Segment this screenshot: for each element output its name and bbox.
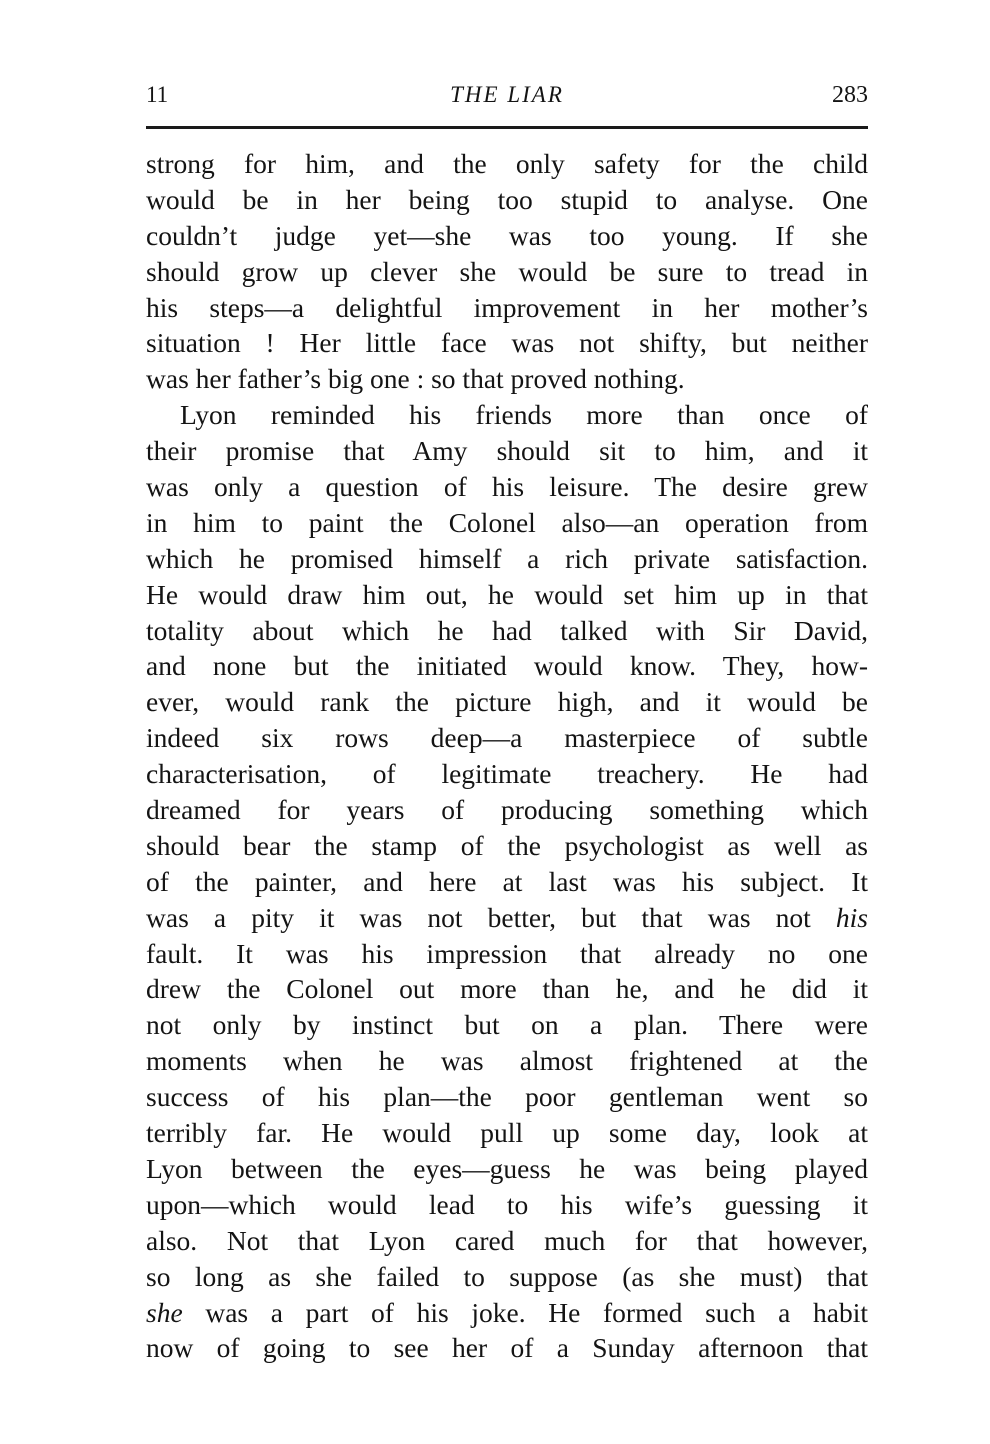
text-line: situation ! Her little face was not shifty, but neither — [146, 327, 868, 359]
text-line: would be in her being too stupid to analyse. One — [146, 183, 868, 215]
text-segment: was a part of his joke. He formed such a habit — [205, 1296, 868, 1328]
text-line: their promise that Amy should sit to him, and it — [146, 435, 868, 467]
text-line: was her father’s big one : so that proved nothing. — [146, 363, 685, 395]
text-line — [146, 1295, 868, 1331]
text-line: ever, would rank the picture high, and it would be — [146, 686, 868, 718]
italic-word: his — [835, 901, 868, 933]
text-line: Lyon reminded his friends more than once of — [180, 399, 868, 431]
text-line: terribly far. He would pull up some day, look at — [146, 1117, 868, 1149]
text-segment: was a pity it was not better, but that was not — [146, 901, 811, 933]
body-text — [146, 146, 868, 1366]
text-line: in him to paint the Colonel also—an operation from — [146, 506, 868, 538]
italic-word: she — [146, 1296, 183, 1328]
text-line: so long as she failed to suppose (as she must) that — [146, 1260, 868, 1292]
text-line: which he promised himself a rich private satisfaction. — [146, 542, 868, 574]
text-line: should bear the stamp of the psychologist as well as — [146, 829, 868, 861]
text-line: and none but the initiated would know. They, how- — [146, 650, 868, 682]
header-rule — [146, 126, 868, 129]
chapter-numeral: 11 — [146, 82, 169, 107]
text-line: success of his plan—the poor gentleman went so — [146, 1081, 868, 1113]
text-line: characterisation, of legitimate treachery. He had — [146, 758, 868, 790]
text-line: moments when he was almost frightened at the — [146, 1045, 868, 1077]
text-line: Lyon between the eyes—guess he was being played — [146, 1152, 868, 1184]
text-line: should grow up clever she would be sure to tread in — [146, 255, 868, 287]
text-line: strong for him, and the only safety for the child — [146, 148, 868, 179]
text-line: fault. It was his impression that already no one — [146, 937, 868, 969]
running-title: THE LIAR — [450, 82, 564, 107]
text-line: indeed six rows deep—a masterpiece of subtle — [146, 722, 868, 754]
text-line: couldn’t judge yet—she was too young. If she — [146, 219, 868, 251]
text-line: He would draw him out, he would set him up in that — [146, 578, 868, 610]
text-line: of the painter, and here at last was his subject. It — [146, 865, 868, 897]
text-line: was only a question of his leisure. The desire grew — [146, 471, 868, 503]
page-number: 283 — [832, 82, 868, 108]
running-head — [146, 78, 868, 114]
text-line: dreamed for years of producing something which — [146, 794, 868, 826]
text-line: upon—which would lead to his wife’s guessing it — [146, 1188, 868, 1220]
text-line: his steps—a delightful improvement in her mother’s — [146, 291, 868, 323]
text-line: totality about which he had talked with Sir David, — [146, 614, 868, 646]
text-line: not only by instinct but on a plan. There were — [146, 1009, 868, 1041]
text-line: drew the Colonel out more than he, and he did it — [146, 973, 868, 1005]
text-line — [146, 900, 868, 936]
text-line: now of going to see her of a Sunday afternoon that — [146, 1332, 868, 1364]
text-line: also. Not that Lyon cared much for that however, — [146, 1224, 868, 1256]
